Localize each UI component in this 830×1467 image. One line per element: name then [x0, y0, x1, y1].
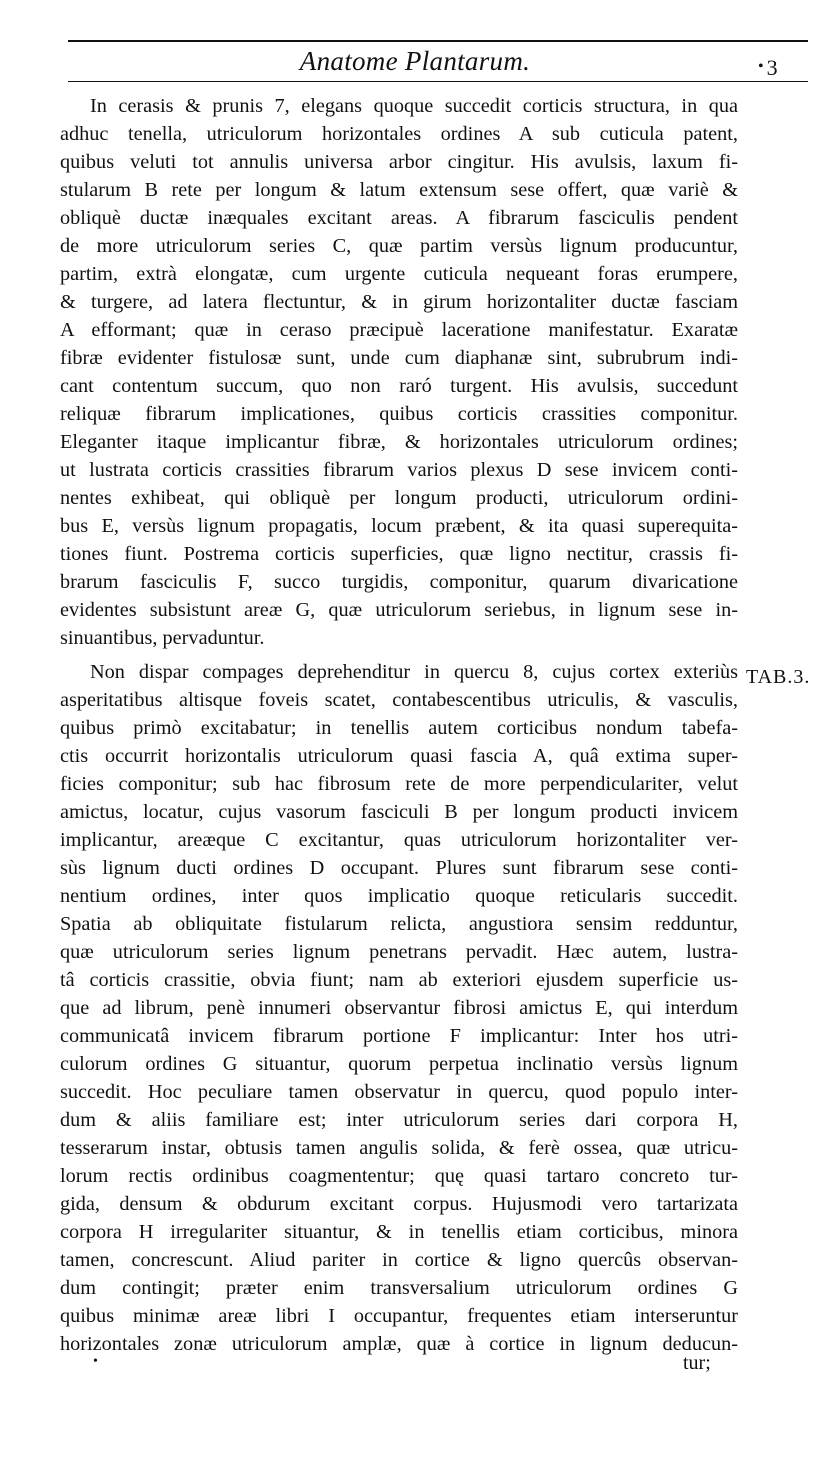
page-marker-icon: • — [758, 58, 764, 75]
text-line: ctis occurrit horizontalis utriculorum quasi fascia A, quâ extima super- — [60, 745, 738, 767]
text-line: In cerasis & prunis 7, elegans quoque succedit corticis structura, in qua — [90, 95, 738, 117]
text-line: obliquè ductæ inæquales excitant areas. A fibrarum fasciculis pendent — [60, 207, 738, 229]
page-number — [758, 55, 778, 81]
text-line: de more utriculorum series C, quæ partim versùs lignum producuntur, — [60, 235, 738, 257]
text-line: Non dispar compages deprehenditur in quercu 8, cujus cortex exteriùs — [90, 661, 738, 683]
page-number-value: 3 — [766, 55, 778, 80]
text-line: nentium ordines, inter quos implicatio quoque reticularis succedit. — [60, 885, 738, 907]
text-line: Eleganter itaque implicantur fibræ, & horizontales utriculorum ordines; — [60, 431, 738, 453]
text-line: cant contentum succum, quo non raró turgent. His avulsis, succedunt — [60, 375, 738, 397]
text-line: fibræ evidenter fistulosæ sunt, unde cum diaphanæ sint, subrubrum indi- — [60, 347, 738, 369]
header-top-rule — [68, 40, 808, 42]
text-line: quæ utriculorum series lignum penetrans pervadit. Hæc autem, lustra- — [60, 941, 738, 963]
text-line: & turgere, ad latera flectuntur, & in girum horizontaliter ductæ fasciam — [60, 291, 738, 313]
text-line: sùs lignum ducti ordines D occupant. Plures sunt fibrarum sese conti- — [60, 857, 738, 879]
text-line: amictus, locatur, cujus vasorum fasciculi B per longum producti invicem — [60, 801, 738, 823]
text-line: tesserarum instar, obtusis tamen angulis solida, & ferè ossea, quæ utricu- — [60, 1137, 738, 1159]
text-line: horizontales zonæ utriculorum amplæ, quæ à cortice in lignum deducun- — [60, 1333, 738, 1355]
text-line: ut lustrata corticis crassities fibrarum varios plexus D sese invicem conti- — [60, 459, 738, 481]
text-line: dum & aliis familiare est; inter utriculorum series dari corpora H, — [60, 1109, 738, 1131]
text-line: corpora H irregulariter situantur, & in tenellis etiam corticibus, minora — [60, 1221, 738, 1243]
text-line: tamen, concrescunt. Aliud pariter in cortice & ligno quercûs observan- — [60, 1249, 738, 1271]
text-line: dum contingit; præter enim transversalium utriculorum ordines G — [60, 1277, 738, 1299]
text-line: stularum B rete per longum & latum extensum sese offert, quæ variè & — [60, 179, 738, 201]
text-line: reliquæ fibrarum implicationes, quibus corticis crassities componitur. — [60, 403, 738, 425]
text-line: partim, extrà elongatæ, cum urgente cuticula nequeant foras erumpere, — [60, 263, 738, 285]
text-line: evidentes subsistunt areæ G, quæ utriculorum seriebus, in lignum sese in- — [60, 599, 738, 621]
text-line: A efformant; quæ in ceraso præcipuè laceratione manifestatur. Exaratæ — [60, 319, 738, 341]
text-line: succedit. Hoc peculiare tamen observatur in quercu, quod populo inter- — [60, 1081, 738, 1103]
text-line: nentes exhibeat, qui obliquè per longum producti, utriculorum ordini- — [60, 487, 738, 509]
text-line: tâ corticis crassitie, obvia fiunt; nam ab exteriori ejusdem superficie us- — [60, 969, 738, 991]
footer-dot: • — [93, 1354, 98, 1369]
paragraph-1 — [60, 92, 738, 652]
text-line: Spatia ab obliquitate fistularum relicta, angustiora sensim redduntur, — [60, 913, 738, 935]
margin-table-reference: TAB.3. — [746, 666, 811, 688]
text-line: que ad librum, penè innumeri observantur fibrosi amictus E, qui interdum — [60, 997, 738, 1019]
text-line: quibus primò excitabatur; in tenellis autem corticibus nondum tabefa- — [60, 717, 738, 739]
text-line: adhuc tenella, utriculorum horizontales ordines A sub cuticula patent, — [60, 123, 738, 145]
text-line: bus E, versùs lignum propagatis, locum præbent, & ita quasi superequita- — [60, 515, 738, 537]
running-title: Anatome Plantarum. — [299, 46, 531, 76]
text-line: lorum rectis ordinibus coagmententur; quę quasi tartaro concreto tur- — [60, 1165, 738, 1187]
text-line: asperitatibus altisque foveis scatet, contabescentibus utriculis, & vasculis, — [60, 689, 738, 711]
text-line: communicatâ invicem fibrarum portione F implicantur: Inter hos utri- — [60, 1025, 738, 1047]
text-line: quibus minimæ areæ libri I occupantur, frequentes etiam interseruntur — [60, 1305, 738, 1327]
text-line: sinuantibus, pervaduntur. — [60, 627, 265, 649]
header-bottom-rule — [68, 81, 808, 82]
text-line: culorum ordines G situantur, quorum perpetua inclinatio versùs lignum — [60, 1053, 738, 1075]
text-line: ficies componitur; sub hac fibrosum rete de more perpendiculariter, velut — [60, 773, 738, 795]
text-line: brarum fasciculis F, succo turgidis, componitur, quarum divaricatione — [60, 571, 738, 593]
text-line: tiones fiunt. Postrema corticis superficies, quæ ligno nectitur, crassis fi- — [60, 543, 738, 565]
text-line: gida, densum & obdurum excitant corpus. Hujusmodi vero tartarizata — [60, 1193, 738, 1215]
text-line: quibus veluti tot annulis universa arbor cingitur. His avulsis, laxum fi- — [60, 151, 738, 173]
catchword: tur; — [683, 1352, 711, 1374]
text-line: implicantur, areæque C excitantur, quas utriculorum horizontaliter ver- — [60, 829, 738, 851]
paragraph-2 — [60, 658, 738, 1358]
